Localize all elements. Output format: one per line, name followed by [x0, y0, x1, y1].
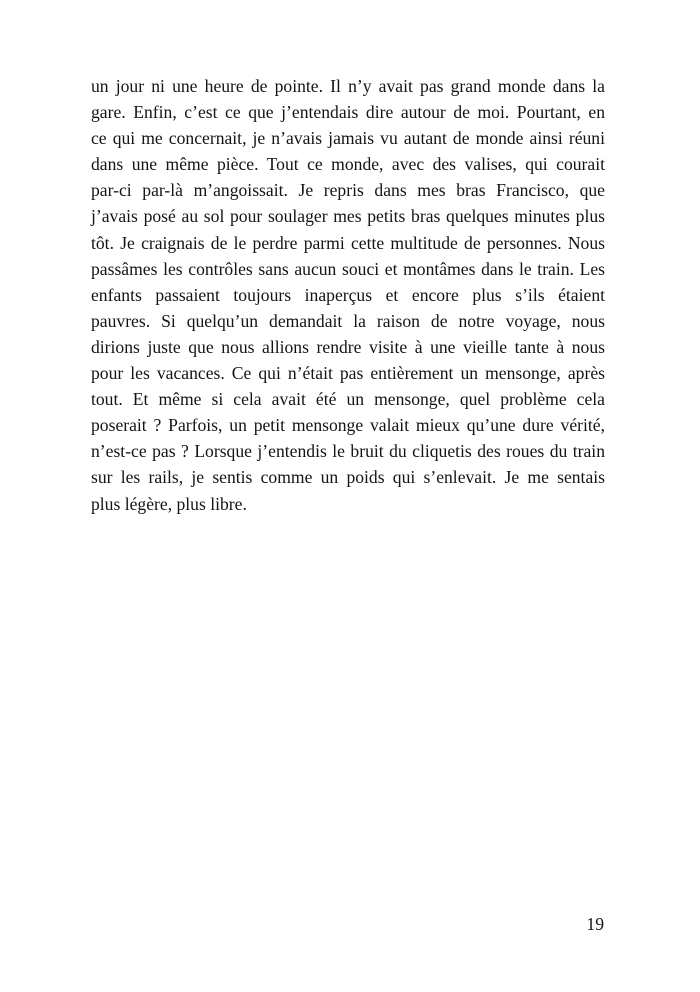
text-line: sur les rails, je sentis comme un poids qui s’enlevait. Je me sentais — [91, 467, 605, 488]
text-line: pauvres. Si quelqu’un demandait la raison de notre voyage, nous — [91, 310, 605, 331]
text-line: plus légère, plus libre. — [91, 493, 247, 514]
text-line: tôt. Je craignais de le perdre parmi cette multitude de personnes. Nous — [91, 232, 605, 253]
page-number: 19 — [586, 914, 604, 934]
text-line: dans une même pièce. Tout ce monde, avec des valises, qui courait — [91, 154, 605, 175]
text-line: ce qui me concernait, je n’avais jamais vu autant de monde ainsi réuni — [91, 128, 605, 149]
paragraph — [91, 73, 605, 517]
text-line: par-ci par-là m’angoissait. Je repris dans mes bras Francisco, que — [91, 180, 605, 201]
text-line: pour les vacances. Ce qui n’était pas entièrement un mensonge, après — [91, 363, 605, 384]
text-line: poserait ? Parfois, un petit mensonge valait mieux qu’une dure vérité, — [91, 415, 605, 436]
text-line: enfants passaient toujours inaperçus et encore plus s’ils étaient — [91, 284, 605, 305]
text-line: gare. Enfin, c’est ce que j’entendais dire autour de moi. Pourtant, en — [91, 102, 605, 123]
text-line: un jour ni une heure de pointe. Il n’y avait pas grand monde dans la — [91, 76, 605, 96]
text-line: dirions juste que nous allions rendre visite à une vieille tante à nous — [91, 336, 605, 357]
text-line: passâmes les contrôles sans aucun souci et montâmes dans le train. Les — [91, 258, 605, 279]
text-line: j’avais posé au sol pour soulager mes petits bras quelques minutes plus — [91, 206, 605, 227]
text-line: n’est-ce pas ? Lorsque j’entendis le bruit du cliquetis des roues du train — [91, 441, 605, 462]
text-line: tout. Et même si cela avait été un mensonge, quel problème cela — [91, 389, 605, 410]
